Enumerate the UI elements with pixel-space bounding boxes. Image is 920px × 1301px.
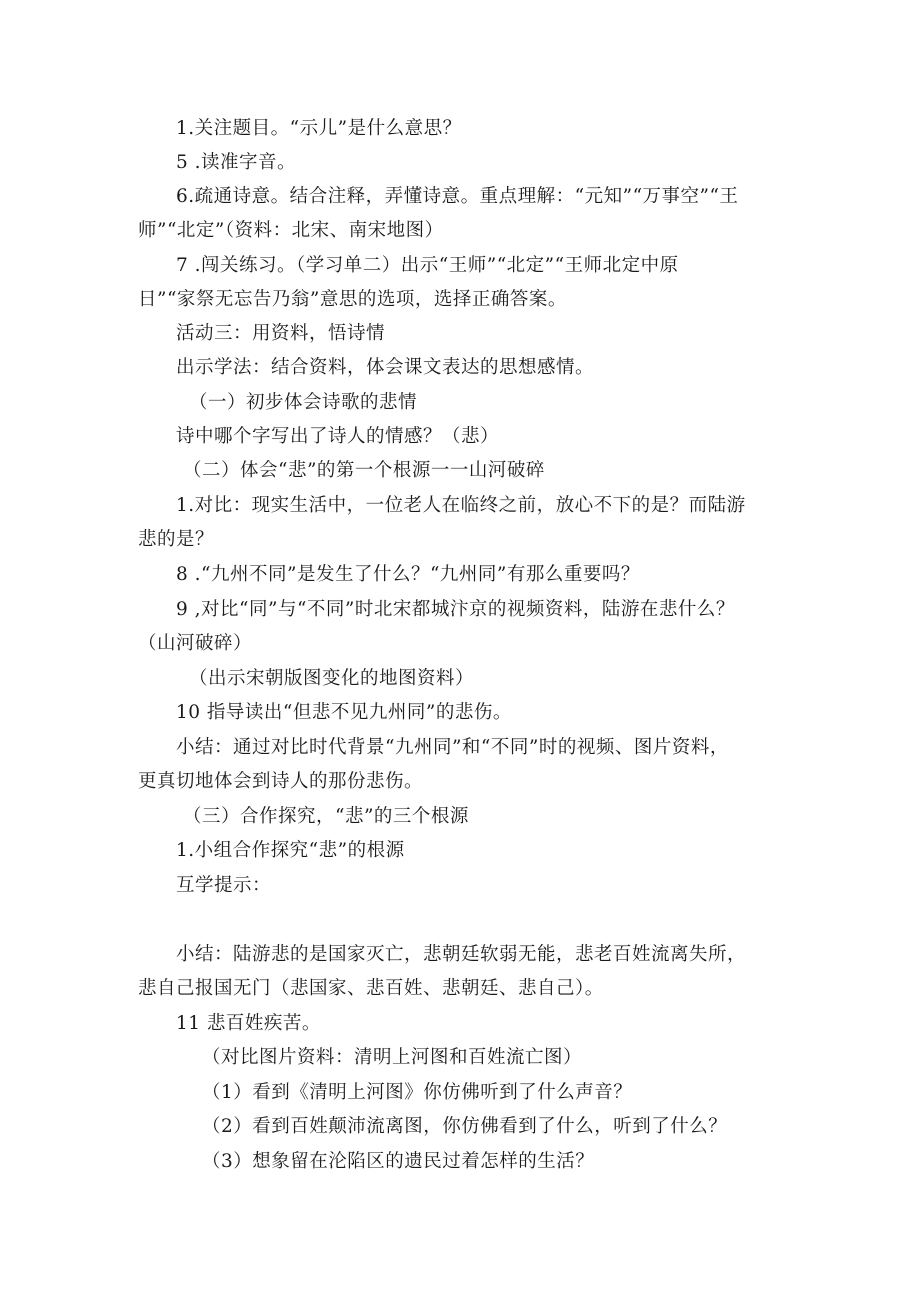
text-line-19: 小结：通过对比时代背景“九州同”和“不同”时的视频、图片资料，: [176, 737, 729, 758]
text-line-13: 悲的是？: [138, 529, 215, 550]
text-line-12: 1.对比：现实生活中，一位老人在临终之前，放心不下的是？而陆游: [176, 495, 746, 516]
text-line-1: 1.关注题目。“示儿”是什么意思？: [176, 118, 462, 139]
text-line-9: （一）初步体会诗歌的悲情: [189, 392, 418, 413]
text-line-24: 小结：陆游悲的是国家灭亡，悲朝廷软弱无能，悲老百姓流离失所，: [176, 944, 747, 965]
text-line-17: （出示宋朝版图变化的地图资料）: [189, 668, 475, 689]
text-line-16: （山河破碎）: [138, 633, 253, 654]
text-line-7: 活动三：用资料，悟诗情: [176, 323, 386, 344]
text-line-21: （三）合作探究，“悲”的三个根源: [183, 806, 469, 827]
text-line-2: 5 .读准字音。: [176, 152, 297, 173]
text-line-29: （2）看到百姓颠沛流离图，你仿佛看到了什么，听到了什么？: [202, 1116, 728, 1137]
text-line-11: （二）体会“悲”的第一个根源一一山河破碎: [183, 460, 545, 481]
text-line-14: 8 .“九州不同”是发生了什么？“九州同”有那么重要吗？: [176, 564, 640, 585]
text-line-20: 更真切地体会到诗人的那份悲伤。: [138, 771, 424, 792]
text-line-23: 互学提示：: [176, 875, 272, 896]
text-line-30: （3）想象留在沦陷区的遗民过着怎样的生活？: [202, 1151, 595, 1172]
text-line-3: 6.疏通诗意。结合注释，弄懂诗意。重点理解：“元知”“万事空”“王: [176, 186, 739, 207]
text-line-8: 出示学法：结合资料，体会课文表达的思想感情。: [176, 357, 595, 378]
text-line-27: （对比图片资料：清明上河图和百姓流亡图）: [202, 1047, 583, 1068]
text-line-25: 悲自己报国无门（悲国家、悲百姓、悲朝廷、悲自己）。: [138, 978, 604, 999]
text-line-6: 日”“家祭无忘告乃翁”意思的选项，选择正确答案。: [138, 289, 567, 310]
text-line-26: 11 悲百姓疾苦。: [176, 1013, 321, 1034]
text-line-22: 1.小组合作探究“悲”的根源: [176, 840, 405, 861]
text-line-18: 10 指导读出“但悲不见九州同”的悲伤。: [176, 702, 512, 723]
text-line-28: （1）看到《清明上河图》你仿佛听到了什么声音？: [202, 1082, 633, 1103]
text-line-4: 师”“北定”（资料：北宋、南宋地图）: [138, 220, 444, 241]
text-line-5: 7 .闯关练习。（学习单二）出示“王师”“北定”“王师北定中原: [176, 255, 679, 276]
text-line-15: 9 ,对比“同”与“不同”时北宋都城汴京的视频资料，陆游在悲什么？: [176, 599, 735, 620]
text-line-10: 诗中哪个字写出了诗人的情感？（悲）: [176, 426, 500, 447]
